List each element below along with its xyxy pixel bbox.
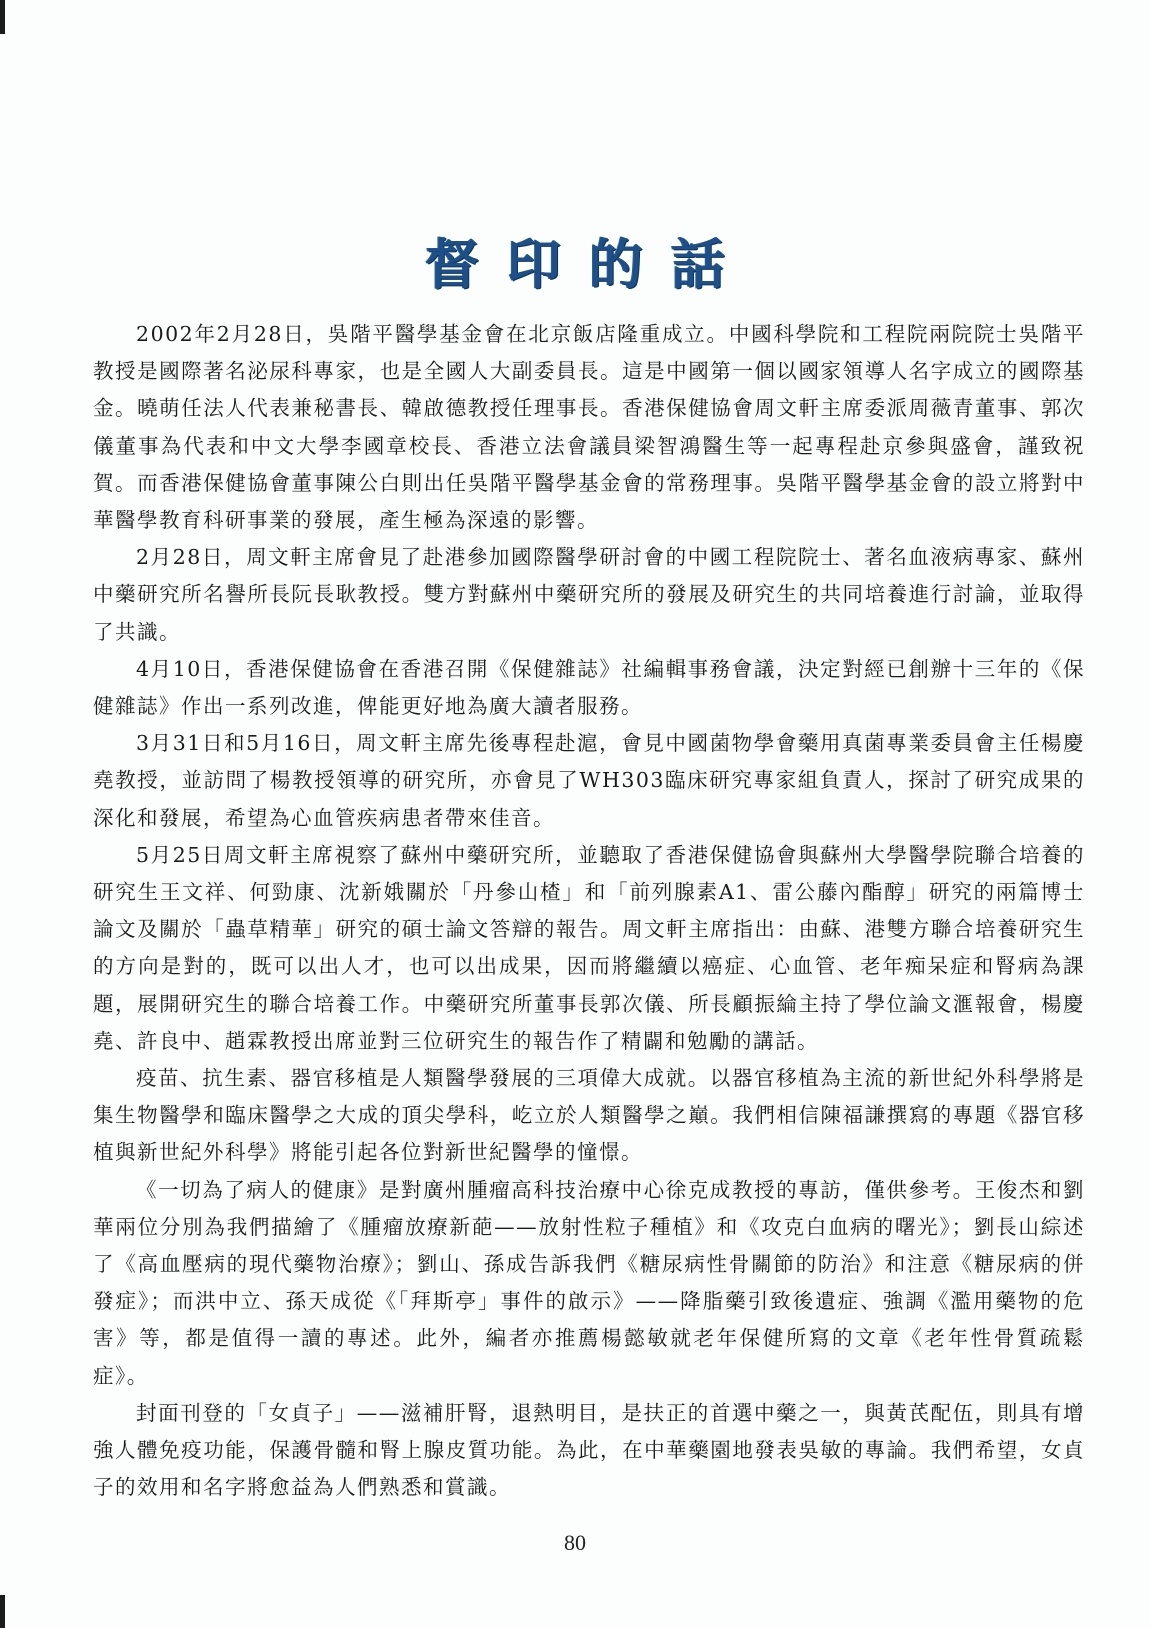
paragraph: 《一切為了病人的健康》是對廣州腫瘤高科技治療中心徐克成教授的專訪，僅供參考。王俊杰和劉華兩位分別為我們描繪了《腫瘤放療新葩——放射性粒子種植》和《攻克白血病的曙光》；劉長山綜述了《高血壓病的現代藥物治療》；劉山、孫成告訴我們《糖尿病性骨關節的防治》和注意《糖尿病的併發症》；而洪中立、孫天成從《「拜斯亭」事件的啟示》——降脂藥引致後遺症、強調《濫用藥物的危害》等，都是值得一讀的專述。此外，編者亦推薦楊懿敏就老年保健所寫的文章《老年性骨質疏鬆症》。: [93, 1177, 1085, 1388]
paragraph: 3月31日和5月16日，周文軒主席先後專程赴滬，會見中國菌物學會藥用真菌專業委員會主任楊慶堯教授，並訪問了楊教授領導的研究所，亦會見了WH303臨床研究專家組負責人，探討了研究成果的深化和發展，希望為心血管疾病患者帶來佳音。: [93, 731, 1085, 830]
paragraph: 5月25日周文軒主席視察了蘇州中藥研究所，並聽取了香港保健協會與蘇州大學醫學院聯合培養的研究生王文祥、何勁康、沈新娥關於「丹參山楂」和「前列腺素A1、雷公藤內酯醇」研究的兩篇博士論文及關於「蟲草精華」研究的碩士論文答辯的報告。周文軒主席指出：由蘇、港雙方聯合培養研究生的方向是對的，既可以出人才，也可以出成果，因而將繼續以癌症、心血管、老年痴呆症和腎病為課題，展開研究生的聯合培養工作。中藥研究所董事長郭次儀、所長顧振綸主持了學位論文滙報會，楊慶堯、許良中、趙霖教授出席並對三位研究生的報告作了精闢和勉勵的講話。: [93, 842, 1085, 1053]
paragraph: 4月10日，香港保健協會在香港召開《保健雜誌》社編輯事務會議，決定對經已創辦十三年的《保健雜誌》作出一系列改進，俾能更好地為廣大讀者服務。: [93, 656, 1085, 719]
paragraph: 2月28日，周文軒主席會見了赴港參加國際醫學研討會的中國工程院院士、著名血液病專家、蘇州中藥研究所名譽所長阮長耿教授。雙方對蘇州中藥研究所的發展及研究生的共同培養進行討論，並取得了共識。: [93, 545, 1085, 644]
paragraph: 疫苗、抗生素、器官移植是人類醫學發展的三項偉大成就。以器官移植為主流的新世紀外科學將是集生物醫學和臨床醫學之大成的頂尖學科，屹立於人類醫學之巔。我們相信陳福謙撰寫的專題《器官移植與新世紀外科學》將能引起各位對新世紀醫學的憧憬。: [93, 1066, 1085, 1165]
paragraph: 封面刊登的「女貞子」——滋補肝腎，退熱明目，是扶正的首選中藥之一，與黃芪配伍，則具有增強人體免疫功能，保護骨髓和腎上腺皮質功能。為此，在中華藥園地發表吳敏的專論。我們希望，女貞子的效用和名字將愈益為人們熟悉和賞識。: [93, 1400, 1085, 1500]
page-number: 80: [564, 1530, 586, 1555]
scan-edge-mark-top: [0, 0, 5, 34]
article-body: [93, 316, 1085, 1507]
paragraph: 2002年2月28日，吳階平醫學基金會在北京飯店隆重成立。中國科學院和工程院兩院院士吳階平教授是國際著名泌尿科專家，也是全國人大副委員長。這是中國第一個以國家領導人名字成立的國際基金。曉萌任法人代表兼秘書長、韓啟德教授任理事長。香港保健協會周文軒主席委派周薇青董事、郭次儀董事為代表和中文大學李國章校長、香港立法會議員梁智鴻醫生等一起專程赴京參與盛會，謹致祝賀。而香港保健協會董事陳公白則出任吳階平醫學基金會的常務理事。吳階平醫學基金會的設立將對中華醫學教育科研事業的發展，產生極為深遠的影響。: [93, 322, 1085, 533]
page-title: 督印的話: [425, 233, 753, 297]
scan-edge-mark-bottom: [0, 1595, 5, 1628]
